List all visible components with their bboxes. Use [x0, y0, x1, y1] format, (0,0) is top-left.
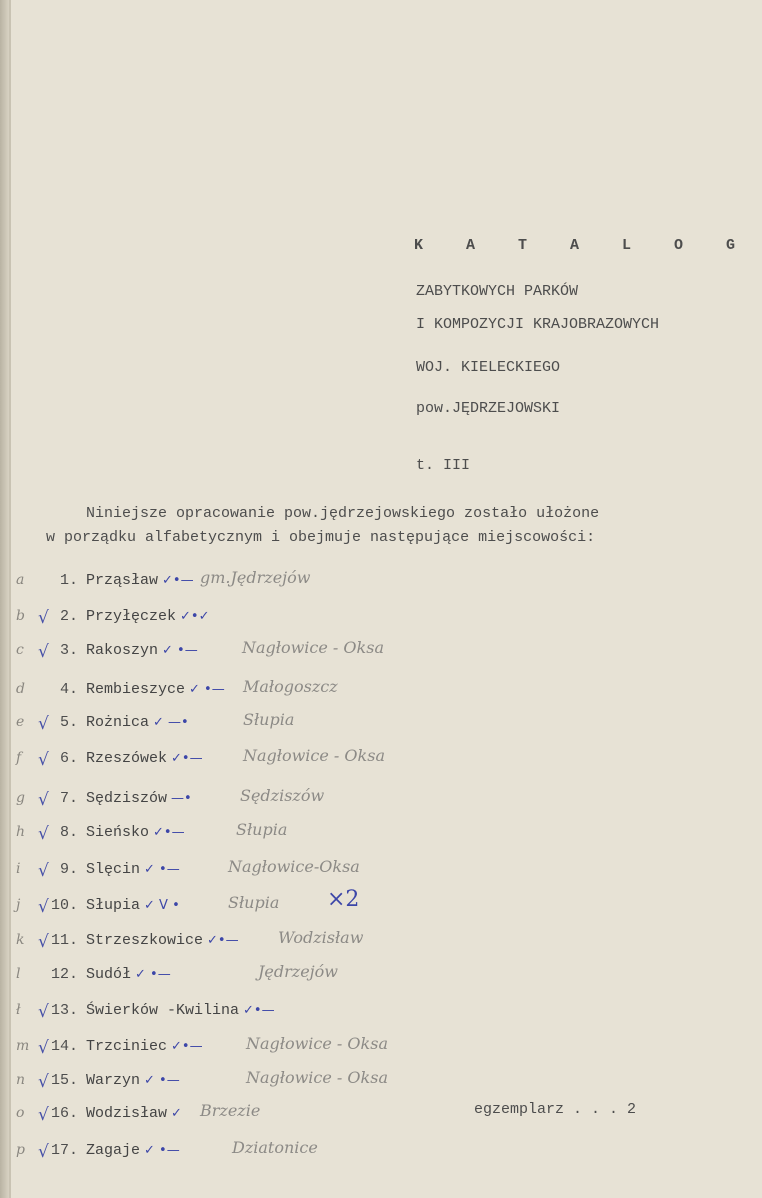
- annotation-mark: ✓ •—: [189, 682, 225, 697]
- check-mark-icon: √: [38, 790, 49, 810]
- place-name-text: Słupia: [86, 897, 141, 914]
- annotation-mark: ✓ •—: [144, 1073, 180, 1088]
- pencil-note: gm.Jędrzejów: [200, 568, 311, 587]
- annotation-mark: ✓•—: [153, 825, 185, 840]
- list-item: [0, 746, 762, 780]
- place-name-text: Wodzisław: [86, 1105, 168, 1122]
- margin-letter: f: [16, 750, 22, 766]
- subtitle-line-2: I KOMPOZYCJI KRAJOBRAZOWYCH: [416, 316, 660, 333]
- item-number: 13.: [50, 1002, 78, 1019]
- item-number: 3.: [59, 642, 78, 659]
- margin-letter: a: [16, 572, 25, 588]
- subtitle-line-4: pow.JĘDRZEJOWSKI: [416, 400, 561, 417]
- annotation-mark: ✓•—: [171, 1039, 203, 1054]
- place-name-text: Rzeszówek: [86, 750, 168, 767]
- item-number: 1.: [59, 572, 78, 589]
- margin-letter: d: [16, 681, 25, 697]
- intro-line-1: Niniejsze opracowanie pow.jędrzejowskiego zostało ułożone: [86, 505, 600, 522]
- copy-number: egzemplarz . . . 2: [474, 1101, 637, 1118]
- item-number: 16.: [50, 1105, 78, 1122]
- item-number: 4.: [59, 681, 78, 698]
- margin-letter: p: [16, 1142, 25, 1158]
- place-name: [86, 824, 185, 841]
- place-name-text: Rakoszyn: [86, 642, 159, 659]
- subtitle-line-3: WOJ. KIELECKIEGO: [416, 359, 561, 376]
- pencil-note: Nagłowice-Oksa: [228, 857, 360, 876]
- check-mark-icon: √: [38, 861, 49, 881]
- margin-letter: i: [16, 861, 21, 877]
- place-name: [86, 608, 209, 625]
- check-mark-icon: √: [38, 1142, 49, 1162]
- annotation-mark: ✓ •—: [135, 967, 171, 982]
- annotation-mark: ✓: [171, 1106, 182, 1121]
- pencil-note: Małogoszcz: [243, 677, 338, 696]
- annotation-mark: ✓•✓: [180, 609, 210, 624]
- item-number: 10.: [50, 897, 78, 914]
- place-name-text: Trzciniec: [86, 1038, 168, 1055]
- pencil-note: Nagłowice - Oksa: [246, 1034, 388, 1053]
- annotation-mark: ✓ •—: [144, 862, 180, 877]
- margin-letter: h: [16, 824, 26, 840]
- place-name-text: Sędziszów: [86, 790, 168, 807]
- item-number: 11.: [50, 932, 78, 949]
- annotation-mark: ✓•—: [243, 1003, 275, 1018]
- catalog-title: K A T A L O G: [414, 237, 753, 254]
- item-number: 2.: [59, 608, 78, 625]
- annotation-mark: ✓ V •: [144, 898, 180, 913]
- place-name-text: Warzyn: [86, 1072, 141, 1089]
- volume-label: t. III: [416, 457, 471, 474]
- item-number: 6.: [59, 750, 78, 767]
- check-mark-icon: √: [38, 897, 49, 917]
- list-item: [0, 962, 762, 996]
- pencil-note: Nagłowice - Oksa: [246, 1068, 388, 1087]
- pen-note: ×2: [327, 887, 360, 912]
- margin-letter: l: [16, 966, 21, 982]
- item-number: 5.: [59, 714, 78, 731]
- list-item: [0, 710, 762, 744]
- item-number: 7.: [59, 790, 78, 807]
- list-item: [0, 608, 762, 638]
- place-name-text: Rożnica: [86, 714, 150, 731]
- margin-letter: b: [16, 608, 25, 624]
- check-mark-icon: √: [38, 714, 49, 734]
- place-name-text: Sudół: [86, 966, 132, 983]
- margin-letter: ł: [16, 1002, 21, 1018]
- list-item: [0, 887, 762, 927]
- pencil-note: Wodzisław: [278, 928, 364, 947]
- place-name: [86, 1072, 180, 1089]
- pencil-note: Słupia: [236, 820, 288, 839]
- margin-letter: j: [16, 897, 21, 913]
- list-item: [0, 1034, 762, 1068]
- place-name: [86, 1105, 182, 1122]
- place-name: [86, 750, 203, 767]
- annotation-mark: ✓•—: [171, 751, 203, 766]
- place-name: [86, 790, 192, 807]
- margin-letter: e: [16, 714, 25, 730]
- pencil-note: Nagłowice - Oksa: [243, 746, 385, 765]
- annotation-mark: ✓ •—: [144, 1143, 180, 1158]
- place-name-text: Sieńsko: [86, 824, 150, 841]
- check-mark-icon: √: [38, 642, 49, 662]
- item-number: 8.: [59, 824, 78, 841]
- place-name: [86, 1142, 180, 1159]
- pencil-note: Słupia: [228, 893, 280, 912]
- pencil-note: Nagłowice - Oksa: [242, 638, 384, 657]
- item-number: 14.: [50, 1038, 78, 1055]
- check-mark-icon: √: [38, 824, 49, 844]
- list-item: [0, 786, 762, 820]
- annotation-mark: ✓ •—: [162, 643, 198, 658]
- margin-letter: o: [16, 1105, 25, 1121]
- check-mark-icon: √: [38, 750, 49, 770]
- margin-letter: c: [16, 642, 24, 658]
- list-item: [0, 677, 762, 711]
- subtitle-line-1: ZABYTKOWYCH PARKÓW: [416, 283, 579, 300]
- annotation-mark: —•: [171, 791, 192, 806]
- place-name: [86, 642, 198, 659]
- list-item: [0, 638, 762, 672]
- margin-letter: g: [16, 790, 25, 806]
- annotation-mark: ✓ —•: [153, 715, 189, 730]
- check-mark-icon: √: [38, 608, 49, 628]
- intro-line-2: w porządku alfabetycznym i obejmuje następujące miejscowości:: [46, 529, 596, 546]
- place-name: [86, 572, 194, 589]
- check-mark-icon: √: [38, 1072, 49, 1092]
- place-name: [86, 714, 189, 731]
- place-name: [86, 681, 225, 698]
- list-item: [0, 1002, 762, 1032]
- pencil-note: Brzezie: [200, 1101, 261, 1120]
- pencil-note: Dziatonice: [232, 1138, 318, 1157]
- list-item: [0, 1138, 762, 1172]
- pencil-note: Jędrzejów: [258, 962, 338, 981]
- list-item: [0, 1101, 762, 1135]
- pencil-note: Słupia: [243, 710, 295, 729]
- place-name-text: Prząsław: [86, 572, 159, 589]
- list-item: [0, 820, 762, 854]
- check-mark-icon: √: [38, 1002, 49, 1022]
- place-name: [86, 1002, 275, 1019]
- check-mark-icon: √: [38, 932, 49, 952]
- place-name: [86, 897, 180, 914]
- place-name-text: Zagaje: [86, 1142, 141, 1159]
- place-name: [86, 966, 171, 983]
- list-item: [0, 568, 762, 602]
- annotation-mark: ✓•—: [162, 573, 194, 588]
- place-name-text: Świerków -Kwilina: [86, 1002, 240, 1019]
- annotation-mark: ✓•—: [207, 933, 239, 948]
- check-mark-icon: √: [38, 1105, 49, 1125]
- margin-letter: m: [16, 1038, 30, 1054]
- check-mark-icon: √: [38, 1038, 49, 1058]
- item-number: 15.: [50, 1072, 78, 1089]
- place-name-text: Rembieszyce: [86, 681, 186, 698]
- place-name: [86, 861, 180, 878]
- list-item: [0, 1068, 762, 1102]
- list-item: [0, 928, 762, 962]
- item-number: 9.: [59, 861, 78, 878]
- place-name-text: Strzeszkowice: [86, 932, 204, 949]
- item-number: 17.: [50, 1142, 78, 1159]
- margin-letter: n: [16, 1072, 26, 1088]
- list-item: [0, 857, 762, 891]
- place-name-text: Slęcin: [86, 861, 141, 878]
- item-number: 12.: [50, 966, 78, 983]
- place-name: [86, 932, 239, 949]
- place-name: [86, 1038, 203, 1055]
- pencil-note: Sędziszów: [240, 786, 325, 805]
- margin-letter: k: [16, 932, 25, 948]
- place-name-text: Przyłęczek: [86, 608, 177, 625]
